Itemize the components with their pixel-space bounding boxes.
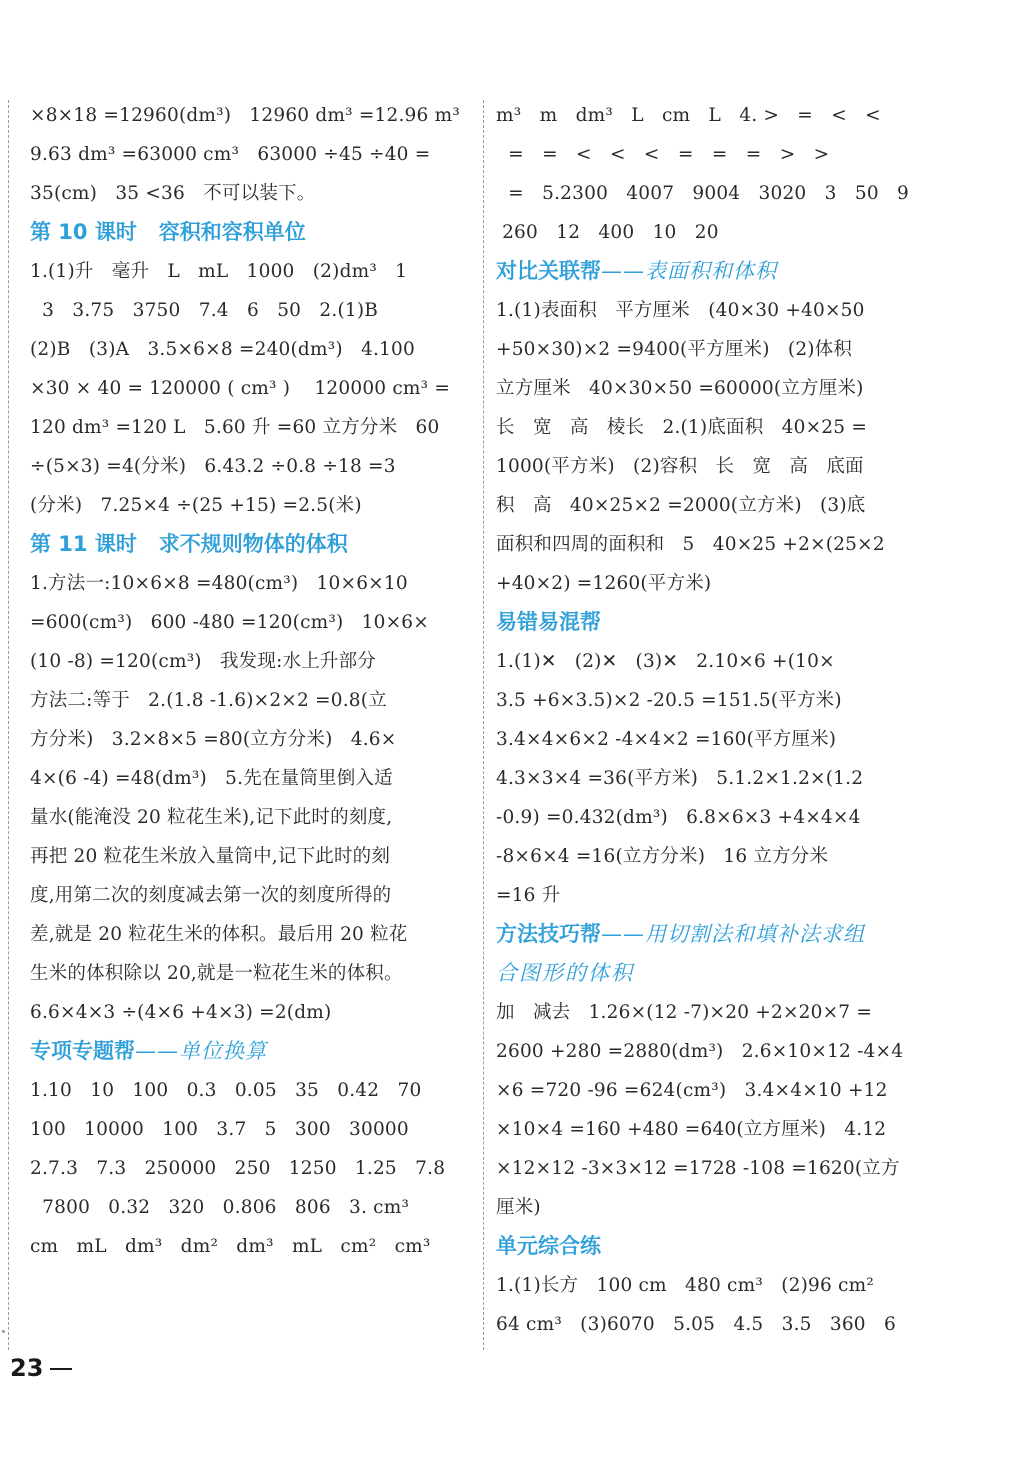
- section-heading-subtitle: ——单位换算: [135, 1039, 267, 1063]
- answer-line: 3.5 +6×3.5)×2 -20.5 =151.5(平方米): [496, 690, 842, 711]
- answer-line: 面积和四周的面积和 5 40×25 +2×(25×2: [496, 534, 885, 555]
- answer-line: 加 减去 1.26×(12 -7)×20 +2×20×7 =: [496, 1002, 873, 1023]
- answer-line: 1.(1)长方 100 cm 480 cm³ (2)96 cm²: [496, 1275, 874, 1296]
- answer-line: 1.10 10 100 0.3 0.05 35 0.42 70: [30, 1080, 422, 1101]
- answer-line: ×10×4 =160 +480 =640(立方厘米) 4.12: [496, 1119, 887, 1140]
- answer-line: ×6 =720 -96 =624(cm³) 3.4×4×10 +12: [496, 1080, 888, 1101]
- answer-line: 立方厘米 40×30×50 =60000(立方厘米): [496, 378, 864, 399]
- section-heading-subtitle: ——表面积和体积: [601, 259, 777, 283]
- answer-line: =16 升: [496, 885, 561, 906]
- edge-mark: [2, 1330, 5, 1333]
- answer-line: 长 宽 高 棱长 2.(1)底面积 40×25 =: [496, 417, 868, 438]
- answer-line: 积 高 40×25×2 =2000(立方米) (3)底: [496, 495, 866, 516]
- answer-line: = = < < < = = = > >: [496, 144, 830, 165]
- answer-line: -8×6×4 =16(立方分米) 16 立方分米: [496, 846, 829, 867]
- answer-line: =600(cm³) 600 -480 =120(cm³) 10×6×: [30, 612, 429, 633]
- section-heading: 第 10 课时 容积和容积单位: [30, 220, 306, 244]
- section-heading-title: 对比关联帮: [496, 259, 601, 283]
- answer-line: ÷(5×3) =4(分米) 6.43.2 ÷0.8 ÷18 =3: [30, 456, 396, 477]
- section-heading: [30, 1032, 470, 1071]
- answer-line: 1.方法一:10×6×8 =480(cm³) 10×6×10: [30, 573, 408, 594]
- answer-line: ×30 × 40 = 120000 ( cm³ ) 120000 cm³ =: [30, 378, 451, 399]
- section-heading: 易错易混帮: [496, 610, 601, 634]
- section-heading: [496, 252, 936, 291]
- answer-line: 1000(平方米) (2)容积 长 宽 高 底面: [496, 456, 864, 477]
- answer-line: 量水(能淹没 20 粒花生米),记下此时的刻度,: [30, 807, 393, 828]
- answer-line: 方法二:等于 2.(1.8 -1.6)×2×2 =0.8(立: [30, 690, 387, 711]
- answer-line: 3.4×4×6×2 -4×4×2 =160(平方厘米): [496, 729, 837, 750]
- section-heading-title: 方法技巧帮: [496, 922, 601, 946]
- answer-line: 35(cm) 35 <36 不可以装下。: [30, 183, 316, 204]
- section-heading-subtitle: ——用切割法和填补法求组: [601, 922, 865, 946]
- page-number: 23: [10, 1354, 44, 1382]
- section-heading: [496, 915, 936, 954]
- answer-line: 1.(1)✕ (2)✕ (3)✕ 2.10×6 +(10×: [496, 651, 835, 672]
- answer-line: (分米) 7.25×4 ÷(25 +15) =2.5(米): [30, 495, 362, 516]
- answer-line: +50×30)×2 =9400(平方厘米) (2)体积: [496, 339, 853, 360]
- left-column: [30, 96, 470, 1266]
- answer-line: 100 10000 100 3.7 5 300 30000: [30, 1119, 409, 1140]
- answer-line: (10 -8) =120(cm³) 我发现:水上升部分: [30, 651, 377, 672]
- answer-line: = 5.2300 4007 9004 3020 3 50 9: [496, 183, 910, 204]
- answer-line: 7800 0.32 320 0.806 806 3. cm³: [30, 1197, 410, 1218]
- answer-line: ×8×18 =12960(dm³) 12960 dm³ =12.96 m³: [30, 105, 460, 126]
- left-margin-divider: [8, 100, 9, 1350]
- answer-line: 3 3.75 3750 7.4 6 50 2.(1)B: [30, 300, 379, 321]
- answer-line: 度,用第二次的刻度减去第一次的刻度所得的: [30, 885, 392, 906]
- answer-line: 2600 +280 =2880(dm³) 2.6×10×12 -4×4: [496, 1041, 904, 1062]
- answer-line: 1.(1)表面积 平方厘米 (40×30 +40×50: [496, 300, 865, 321]
- answer-line: 9.63 dm³ =63000 cm³ 63000 ÷45 ÷40 =: [30, 144, 431, 165]
- answer-line: 生米的体积除以 20,就是一粒花生米的体积。: [30, 963, 403, 984]
- section-heading-continued: 合图形的体积: [496, 961, 634, 985]
- right-column: [496, 96, 936, 1344]
- answer-line: ×12×12 -3×3×12 =1728 -108 =1620(立方: [496, 1158, 900, 1179]
- answer-line: 6.6×4×3 ÷(4×6 +4×3) =2(dm): [30, 1002, 332, 1023]
- answer-line: 2.7.3 7.3 250000 250 1250 1.25 7.8: [30, 1158, 446, 1179]
- answer-line: 260 12 400 10 20: [496, 222, 719, 243]
- answer-line: -0.9) =0.432(dm³) 6.8×6×3 +4×4×4: [496, 807, 861, 828]
- section-heading: 单元综合练: [496, 1234, 601, 1258]
- section-heading: 第 11 课时 求不规则物体的体积: [30, 532, 348, 556]
- answer-line: 64 cm³ (3)6070 5.05 4.5 3.5 360 6: [496, 1314, 896, 1335]
- answer-line: 再把 20 粒花生米放入量筒中,记下此时的刻: [30, 846, 391, 867]
- answer-line: 4×(6 -4) =48(dm³) 5.先在量筒里倒入适: [30, 768, 393, 789]
- answer-line: +40×2) =1260(平方米): [496, 573, 712, 594]
- answer-line: 厘米): [496, 1197, 541, 1218]
- answer-line: 120 dm³ =120 L 5.60 升 =60 立方分米 60: [30, 417, 440, 438]
- answer-line: 差,就是 20 粒花生米的体积。最后用 20 粒花: [30, 924, 408, 945]
- column-divider: [483, 100, 484, 1350]
- answer-line: 方分米) 3.2×8×5 =80(立方分米) 4.6×: [30, 729, 397, 750]
- answer-line: (2)B (3)A 3.5×6×8 =240(dm³) 4.100: [30, 339, 415, 360]
- page-number-dash: [50, 1368, 72, 1370]
- answer-line: 1.(1)升 毫升 L mL 1000 (2)dm³ 1: [30, 261, 408, 282]
- answer-line: 4.3×3×4 =36(平方米) 5.1.2×1.2×(1.2: [496, 768, 864, 789]
- answer-line: m³ m dm³ L cm L 4. > = < <: [496, 105, 881, 126]
- answer-line: cm mL dm³ dm² dm³ mL cm² cm³: [30, 1236, 431, 1257]
- section-heading-title: 专项专题帮: [30, 1039, 135, 1063]
